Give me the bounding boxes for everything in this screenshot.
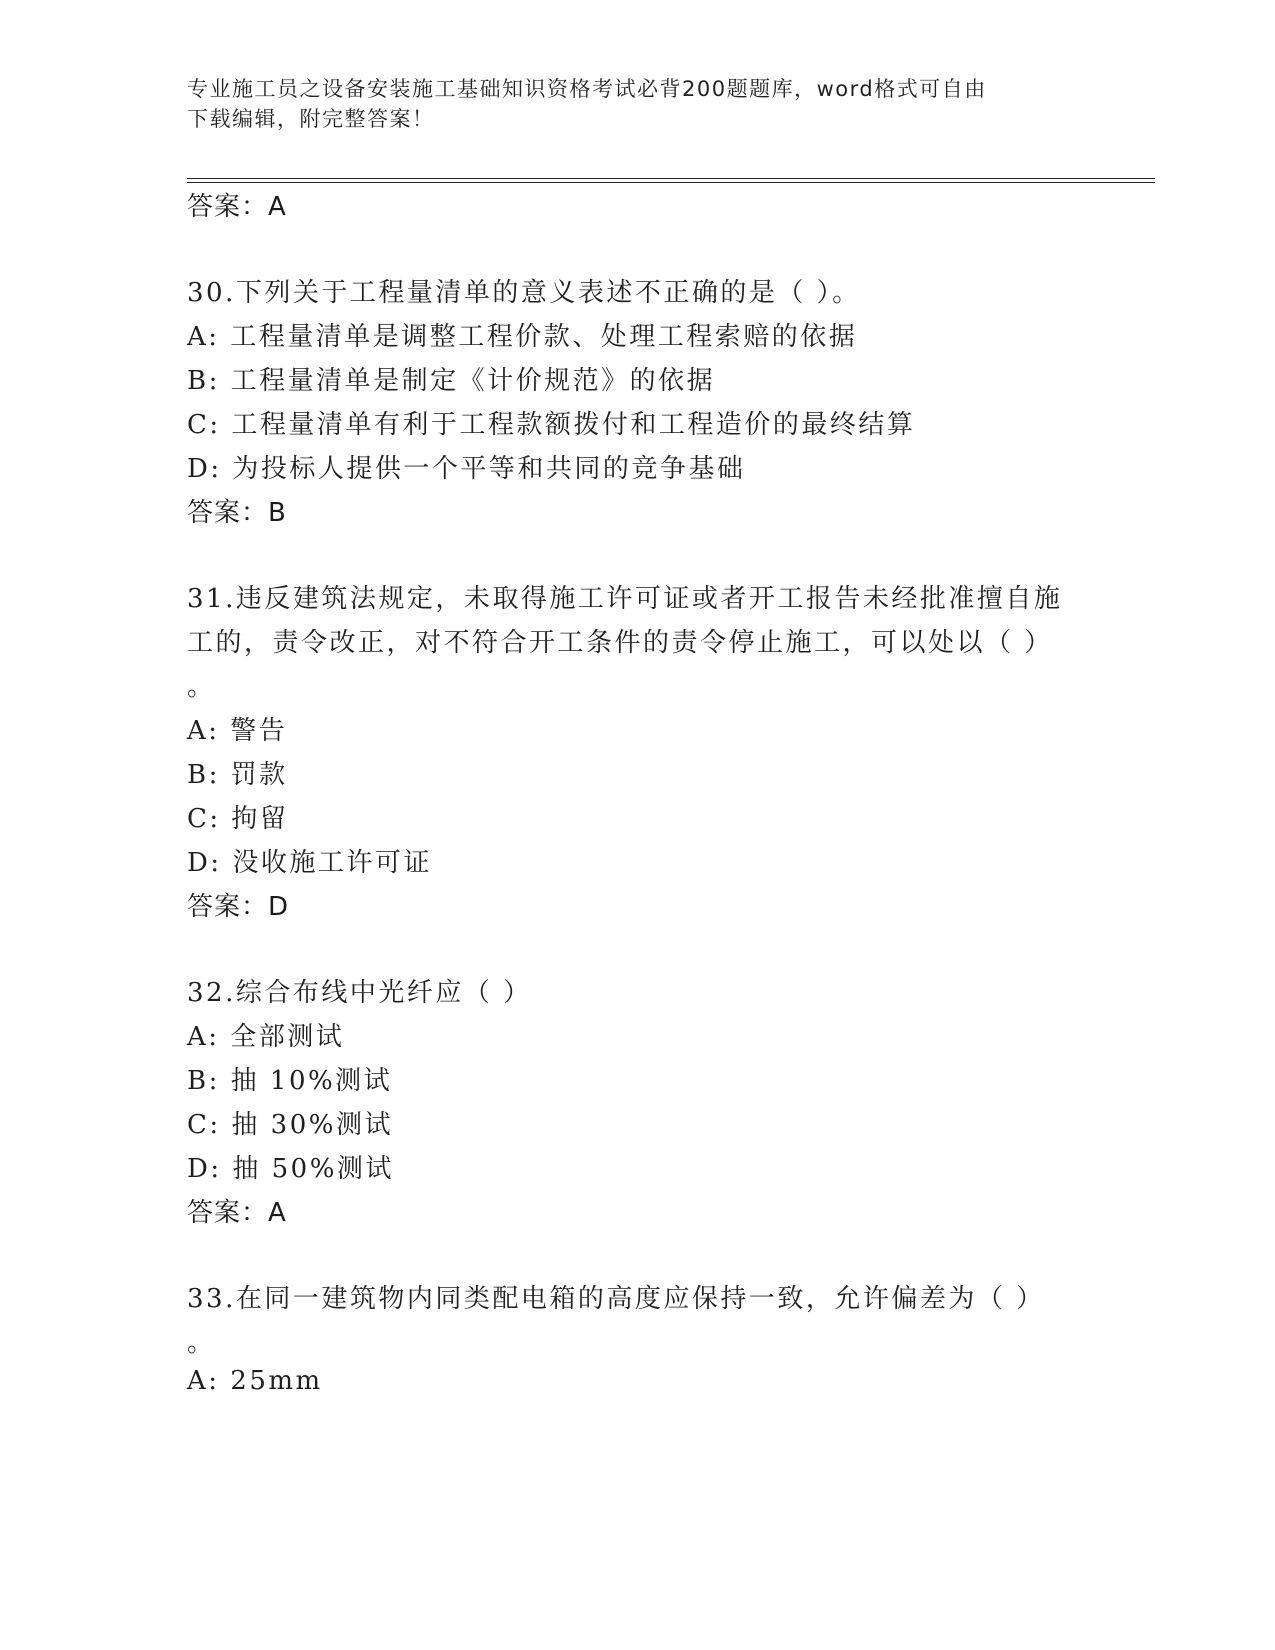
question-32-option-a: A: 全部测试 — [187, 1022, 345, 1052]
question-31-stem-line-2: 工的，责令改正，对不符合开工条件的责令停止施工，可以处以（ ） — [187, 628, 1053, 658]
question-33-stem-line-2: 。 — [187, 1328, 216, 1358]
question-33-option-a: A: 25mm — [187, 1366, 323, 1396]
question-30-answer: 答案：B — [187, 498, 287, 528]
document-header — [187, 74, 1087, 134]
question-30-option-d: D: 为投标人提供一个平等和共同的竞争基础 — [187, 454, 746, 484]
question-33-stem-line-1: 33.在同一建筑物内同类配电箱的高度应保持一致，允许偏差为（ ） — [187, 1284, 1045, 1314]
question-31-stem-line-3: 。 — [187, 672, 216, 702]
header-divider-bottom — [187, 182, 1155, 183]
question-30-stem: 30.下列关于工程量清单的意义表述不正确的是（ ）。 — [187, 278, 861, 308]
question-32-stem: 32.综合布线中光纤应（ ） — [187, 978, 532, 1008]
question-32-option-c: C: 抽 30%测试 — [187, 1110, 393, 1140]
question-30-option-b: B: 工程量清单是制定《计价规范》的依据 — [187, 366, 716, 396]
question-30-option-a: A: 工程量清单是调整工程价款、处理工程索赔的依据 — [187, 322, 858, 352]
question-31-option-b: B: 罚款 — [187, 760, 288, 790]
header-line-1: 专业施工员之设备安装施工基础知识资格考试必背200题题库，word格式可自由 — [187, 77, 987, 101]
question-32-option-d: D: 抽 50%测试 — [187, 1154, 394, 1184]
question-30-option-c: C: 工程量清单有利于工程款额拨付和工程造价的最终结算 — [187, 410, 916, 440]
question-31-option-d: D: 没收施工许可证 — [187, 848, 432, 878]
previous-answer: 答案：A — [187, 192, 287, 222]
question-31-stem-line-1: 31.违反建筑法规定，未取得施工许可证或者开工报告未经批准擅自施 — [187, 584, 1063, 614]
question-32-option-b: B: 抽 10%测试 — [187, 1066, 393, 1096]
header-divider-top — [187, 178, 1155, 179]
question-31-answer: 答案：D — [187, 892, 290, 922]
question-31-option-a: A: 警告 — [187, 716, 288, 746]
header-line-2: 下载编辑，附完整答案！ — [187, 107, 435, 131]
question-31-option-c: C: 拘留 — [187, 804, 289, 834]
question-32-answer: 答案：A — [187, 1198, 287, 1228]
